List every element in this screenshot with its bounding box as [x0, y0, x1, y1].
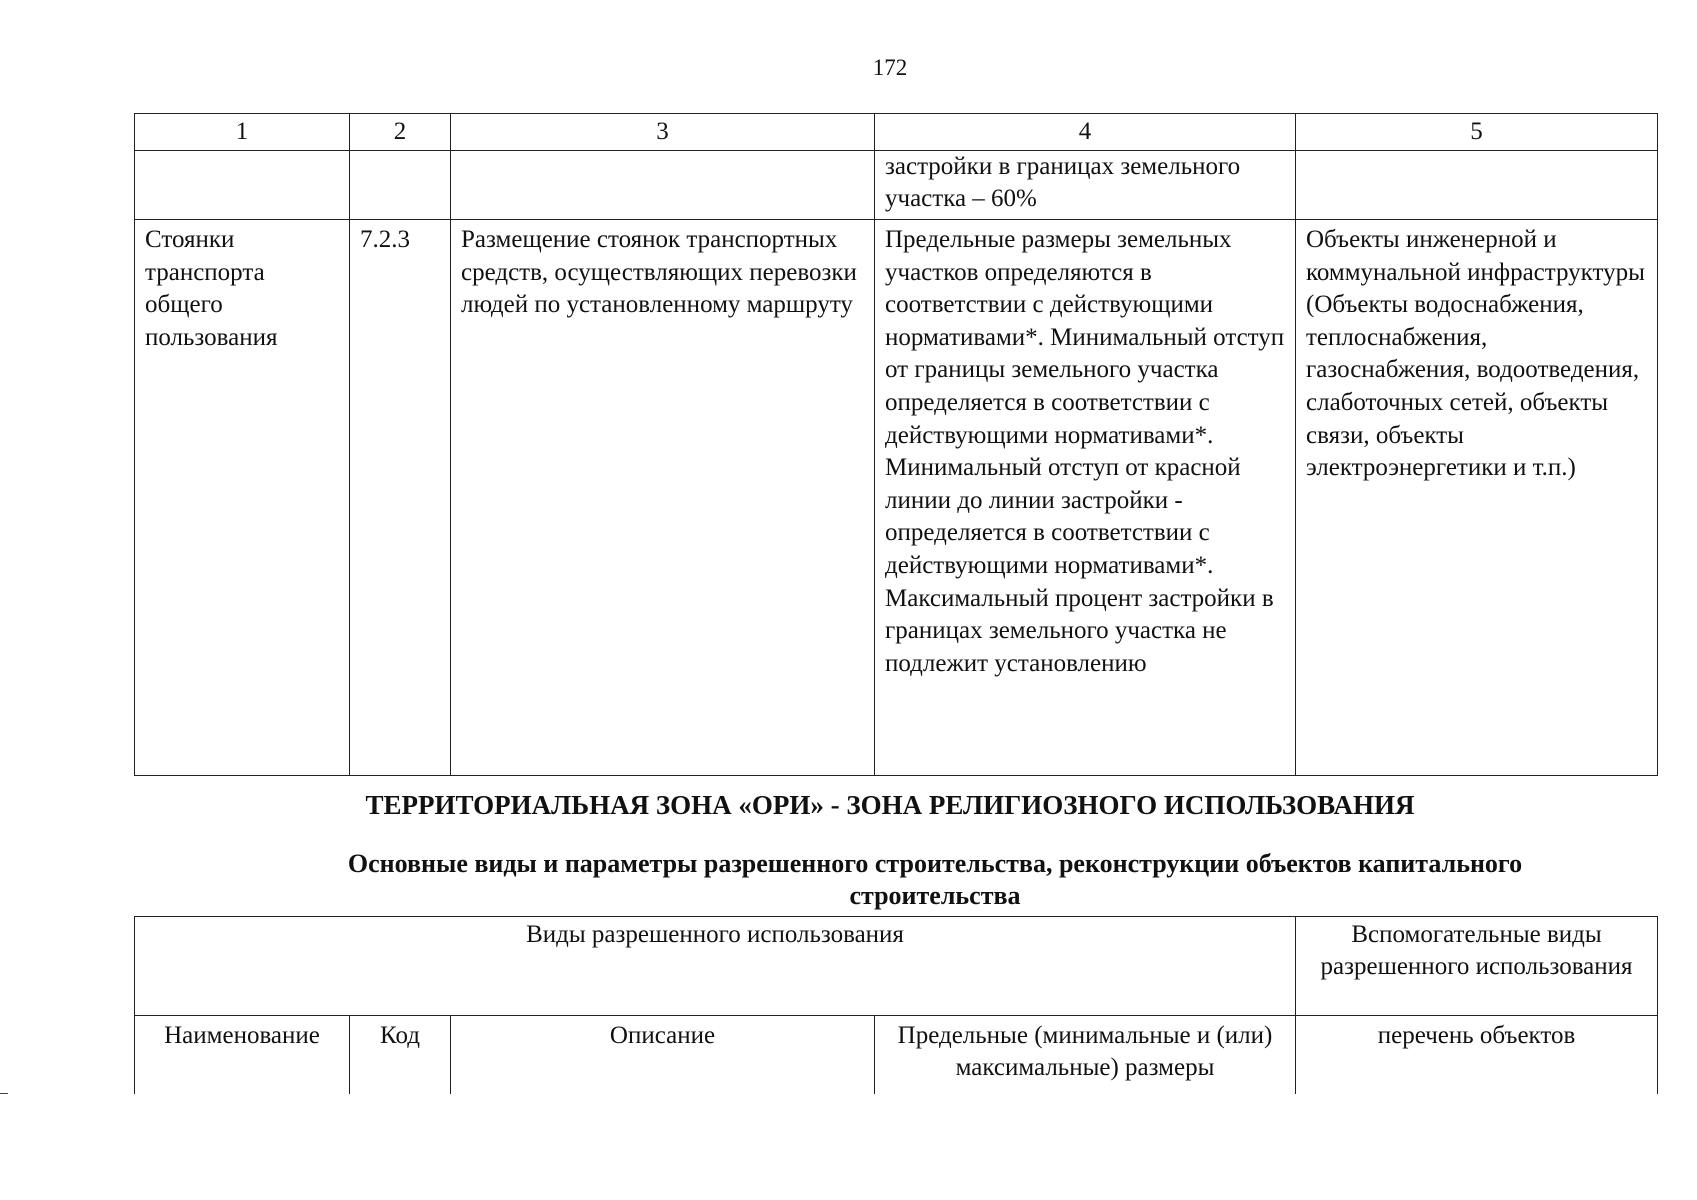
page-number: 172: [872, 55, 908, 80]
column-number-3: 3: [451, 114, 875, 151]
table-subheader-row: [135, 1016, 1658, 1095]
cell-code: [350, 151, 451, 220]
section-title: Основные виды и параметры разрешенного строительства, реконструкции объектов капитального строительства: [347, 849, 1523, 910]
cell-code: 7.2.3: [350, 220, 451, 776]
header-permitted-uses: Виды разрешенного использования: [135, 917, 1296, 1016]
table-row: [135, 220, 1658, 776]
column-number-5: 5: [1296, 114, 1658, 151]
cell-auxiliary: [1296, 151, 1658, 220]
cell-name: [135, 151, 350, 220]
table-row: [135, 151, 1658, 220]
margin-mark: [0, 1093, 8, 1094]
header-auxiliary-uses: Вспомогательные виды разрешенного использования: [1296, 917, 1658, 1016]
cell-description: Размещение стоянок транспортных средств, осуществляющих перевозки людей по установленному маршруту: [451, 220, 875, 776]
zoning-table-ori: [134, 916, 1658, 1094]
header-objects-list: перечень объектов: [1296, 1016, 1658, 1095]
header-description: Описание: [451, 1016, 875, 1095]
header-code: Код: [350, 1016, 451, 1095]
column-number-2: 2: [350, 114, 451, 151]
zone-title: ТЕРРИТОРИАЛЬНАЯ ЗОНА «ОРИ» - ЗОНА РЕЛИГИОЗНОГО ИСПОЛЬЗОВАНИЯ: [365, 790, 1415, 820]
cell-name: Стоянки транспорта общего пользования: [135, 220, 350, 776]
header-limits: Предельные (минимальные и (или) максимальные) размеры: [875, 1016, 1296, 1095]
table-header-row: [135, 114, 1658, 151]
zoning-table-continued: [134, 113, 1658, 776]
header-name: Наименование: [135, 1016, 350, 1095]
cell-parameters: застройки в границах земельного участка – 60%: [875, 151, 1296, 220]
column-number-1: 1: [135, 114, 350, 151]
cell-parameters: Предельные размеры земельных участков определяются в соответствии с действующими нормативами*. Минимальный отступ от границы земельного участка определяется в соответствии с действующими нормативами*. Минимальный отступ от красной линии до линии застройки - определяется в соответствии с действующими нормативами*. Максимальный процент застройки в границах земельного участка не подлежит установлению: [875, 220, 1296, 776]
cell-auxiliary: Объекты инженерной и коммунальной инфраструктуры (Объекты водоснабжения, теплоснабжения, газоснабжения, водоотведения, слаботочных сетей, объекты связи, объекты электроэнергетики и т.п.): [1296, 220, 1658, 776]
table-header-row: [135, 917, 1658, 1016]
column-number-4: 4: [875, 114, 1296, 151]
cell-description: [451, 151, 875, 220]
